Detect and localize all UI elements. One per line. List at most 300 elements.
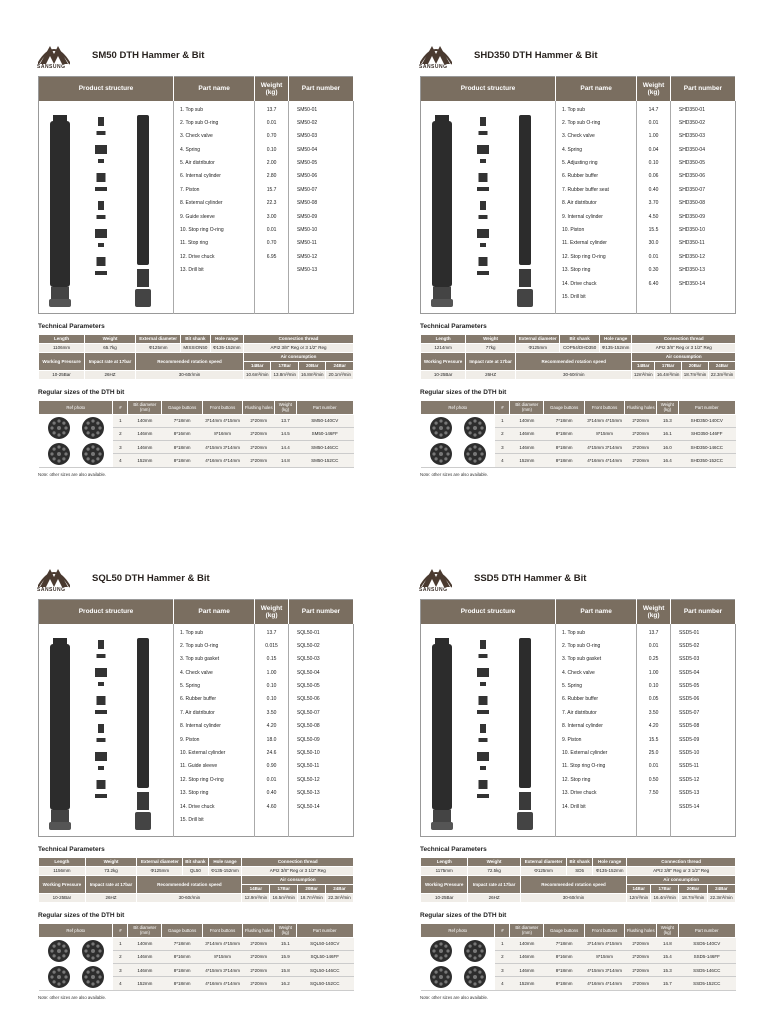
- bit-part-number: SQL50-146FF: [296, 950, 354, 963]
- col-product-structure: Product structure: [421, 600, 556, 624]
- part-name: 9. Internal cylinder: [562, 213, 603, 220]
- val-air: 16.8m³/min: [298, 370, 325, 379]
- part-name: 4. Spring: [562, 146, 583, 153]
- th-bit-shank: Bit shank: [560, 334, 599, 343]
- part-number: SM50-03: [296, 133, 318, 140]
- col-part-name: Part name: [174, 600, 255, 624]
- part-weight: 0.50: [648, 776, 659, 783]
- bit-sizes-table: [38, 400, 354, 468]
- th-bit-front: Front buttons: [584, 400, 624, 414]
- th-bit-shank: Bit shank: [567, 857, 593, 866]
- part-weight: 0.10: [266, 696, 277, 703]
- brand-logo-icon: [420, 42, 452, 66]
- bit-gauge: 8*18mm: [162, 441, 202, 454]
- part-number: SQL50-08: [296, 723, 320, 730]
- bit-gauge: 7*18mm: [544, 414, 584, 427]
- part-name: 3. Top sub gasket: [180, 656, 220, 663]
- part-weight: 0.01: [648, 253, 659, 260]
- part-weight: 0.25: [648, 656, 659, 663]
- th-bit-part-number: Part number: [296, 923, 354, 937]
- bit-sizes-table: [420, 923, 736, 991]
- part-weight: 15.7: [266, 186, 277, 193]
- part-weight: 13.7: [266, 629, 277, 636]
- bit-flush: 2*20mm: [625, 454, 657, 467]
- val-air: 12.9m³/min: [242, 893, 270, 902]
- bit-flush: 2*20mm: [243, 441, 275, 454]
- part-name: 2. Top sub O-ring: [562, 642, 601, 649]
- part-name: 6. Rubber buffer: [562, 696, 599, 703]
- th-bit-weight: Weight (kg): [275, 400, 296, 414]
- bit-front: 4*16mm 4*14mm: [202, 454, 242, 467]
- part-weight: 15.5: [648, 227, 659, 234]
- part-weight: [255, 264, 288, 277]
- part-number: SSD5-05: [678, 683, 700, 690]
- bit-gauge: 8*18mm: [162, 964, 202, 977]
- part-number: SSD5-11: [678, 763, 699, 770]
- part-number: SHD350-13: [678, 267, 705, 274]
- th-ext-dia: External diameter: [520, 857, 567, 866]
- val-air: 16.5m³/min: [270, 893, 298, 902]
- part-number: SHD350-06: [678, 173, 705, 180]
- part-number: SHD350-10: [678, 227, 705, 234]
- bit-dia: 140mm: [510, 414, 544, 427]
- th-rotation: Recommended rotation speed: [520, 875, 627, 893]
- th-rotation: Recommended rotation speed: [135, 352, 243, 370]
- bit-front: 3*14mm 4*15mm: [202, 414, 242, 427]
- val-length: 1106mm: [39, 343, 85, 352]
- part-weight: 0.01: [266, 227, 277, 234]
- val-air: 13.8m³/min: [271, 370, 298, 379]
- part-number: SM50-04: [296, 146, 318, 153]
- part-weight: 0.01: [648, 763, 659, 770]
- part-name: 11. External cylinder: [562, 240, 607, 247]
- val-air: 18.7m³/min: [679, 893, 707, 902]
- part-number: SSD5-09: [678, 736, 700, 743]
- part-weight: 4.20: [648, 723, 659, 730]
- part-number: SQL50-07: [296, 709, 320, 716]
- panel-title: SHD350 DTH Hammer & Bit: [474, 50, 598, 61]
- bit-flush: 2*20mm: [625, 441, 657, 454]
- th-impact: Impact rate at 17bar: [85, 875, 137, 893]
- part-weight: 22.3: [266, 200, 277, 207]
- bit-front: 8*15mm: [202, 950, 242, 963]
- col-product-structure: Product structure: [421, 77, 556, 101]
- th-p2: 17Bar: [270, 884, 298, 893]
- part-number: SM50-01: [296, 106, 318, 113]
- th-bit-ref-photo: Ref photo: [421, 923, 495, 937]
- th-bit-weight: Weight (kg): [657, 400, 678, 414]
- bit-no: 2: [113, 950, 128, 963]
- th-bit-ref-photo: Ref photo: [39, 400, 113, 414]
- tech-params-table: [38, 857, 354, 903]
- tech-params-table: [420, 334, 736, 380]
- val-hole-range: Φ135-152mm: [592, 866, 626, 875]
- bit-ref-photo: [425, 938, 491, 964]
- panel-header: [420, 561, 736, 599]
- bit-part-number: SM50-146CC: [296, 441, 354, 454]
- th-ext-dia: External diameter: [135, 334, 180, 343]
- part-name: 8. Air distributor: [562, 200, 597, 207]
- bit-front: 4*15mm 3*14mm: [202, 441, 242, 454]
- th-weight: Weight: [466, 334, 516, 343]
- bit-gauge: 8*16mm: [544, 950, 584, 963]
- part-weight: 3.50: [648, 709, 659, 716]
- part-name: 9. Piston: [562, 736, 582, 743]
- part-weight: 0.70: [266, 240, 277, 247]
- bit-no: 1: [495, 414, 510, 427]
- th-air: Air consumption: [632, 352, 736, 361]
- bit-dia: 146mm: [510, 964, 544, 977]
- val-length: 1175mm: [421, 866, 468, 875]
- bit-part-number: SM50-146FF: [296, 427, 354, 440]
- bit-flush: 2*20mm: [625, 977, 657, 990]
- val-hole-range: Φ135-152mm: [210, 343, 243, 352]
- part-name: 1. Top sub: [180, 106, 203, 113]
- th-bit-part-number: Part number: [296, 400, 354, 414]
- part-number: SHD350-07: [678, 186, 705, 193]
- val-air: 22.3m³/min: [326, 893, 354, 902]
- panel-header: [420, 38, 736, 76]
- part-name: 15. Drill bit: [562, 293, 586, 300]
- val-length: 1214mm: [421, 343, 466, 352]
- part-number: SSD5-03: [678, 656, 700, 663]
- brand-logo-icon: [38, 565, 70, 589]
- bit-part-number: SHD350-140CV: [678, 414, 736, 427]
- th-bit-shank: Bit shank: [183, 857, 208, 866]
- bit-no: 3: [113, 964, 128, 977]
- bit-weight: 14.8: [657, 937, 678, 950]
- th-bit-flushing: Flushing holes: [243, 400, 275, 414]
- part-number: SHD350-05: [678, 160, 705, 167]
- val-rotation: 30-60r/min: [520, 893, 627, 902]
- val-hole-range: Φ135-152mm: [599, 343, 632, 352]
- col-weight: Weight (kg): [637, 600, 671, 624]
- parts-table: [420, 599, 736, 837]
- th-pressure: Working Pressure: [39, 875, 86, 893]
- th-pressure: Working Pressure: [421, 875, 468, 893]
- part-name: 5. Spring: [562, 683, 583, 690]
- part-name: 6. Rubber buffer: [180, 696, 217, 703]
- bit-gauge: 8*18mm: [544, 441, 584, 454]
- col-part-name: Part name: [556, 77, 637, 101]
- col-part-number: Part number: [288, 600, 353, 624]
- th-p3: 20Bar: [298, 361, 325, 370]
- part-name: 2. Top sub O-ring: [180, 642, 219, 649]
- part-name: 10. Piston: [562, 227, 585, 234]
- th-length: Length: [421, 334, 466, 343]
- part-name: 5. Adjusting ring: [562, 160, 598, 167]
- th-rotation: Recommended rotation speed: [137, 875, 242, 893]
- part-name: 8. External cylinder: [180, 200, 223, 207]
- bit-dia: 146mm: [510, 950, 544, 963]
- part-number: SQL50-01: [296, 629, 320, 636]
- part-weight: 13.7: [648, 629, 659, 636]
- th-bit-front: Front buttons: [202, 923, 242, 937]
- part-name: 10. External cylinder: [180, 750, 226, 757]
- part-name: 3. Top sub gasket: [562, 656, 602, 663]
- part-weight: 0.01: [648, 119, 659, 126]
- part-number: SHD350-12: [678, 253, 705, 260]
- part-weight: 2.00: [266, 160, 277, 167]
- th-bit-front: Front buttons: [202, 400, 242, 414]
- bit-part-number: SSD5-140CV: [678, 937, 736, 950]
- bit-front: 8*16mm: [202, 427, 242, 440]
- bit-flush: 2*20mm: [243, 964, 275, 977]
- bit-flush: 2*20mm: [625, 937, 657, 950]
- th-ext-dia: External diameter: [137, 857, 183, 866]
- th-p1: 14Bar: [632, 361, 655, 370]
- bit-gauge: 7*18mm: [162, 937, 202, 950]
- bit-gauge: 8*18mm: [544, 454, 584, 467]
- val-rotation: 30-60r/min: [137, 893, 242, 902]
- th-weight: Weight: [85, 334, 136, 343]
- part-weight: 0.90: [266, 763, 277, 770]
- hammer-exploded-drawing: [421, 101, 555, 313]
- val-hole-range: Φ135-152mm: [208, 866, 242, 875]
- val-pressure: 10-25Bar: [421, 893, 468, 902]
- th-bit-no: #: [113, 923, 128, 937]
- col-weight: Weight (kg): [255, 600, 289, 624]
- bit-sizes-table: [420, 400, 736, 468]
- bit-sizes-table: [38, 923, 354, 991]
- part-weight: 3.70: [648, 200, 659, 207]
- brand-logo: [38, 565, 70, 595]
- bit-ref-photo: [425, 441, 491, 467]
- bit-no: 3: [495, 964, 510, 977]
- part-number: SM50-13: [296, 267, 318, 274]
- bit-flush: 2*20mm: [625, 414, 657, 427]
- part-number: SQL50-12: [296, 776, 320, 783]
- th-air: Air consumption: [242, 875, 354, 884]
- part-name: 12. Stop ring O-ring: [180, 776, 224, 783]
- bit-ref-photo: [425, 415, 491, 441]
- part-weight: [637, 291, 670, 304]
- bit-gauge: 8*16mm: [162, 427, 202, 440]
- part-number: SSD5-04: [678, 669, 700, 676]
- part-name: 11. Guide sleeve: [180, 763, 218, 770]
- bit-flush: 2*20mm: [243, 950, 275, 963]
- bit-weight: 16.1: [657, 427, 678, 440]
- brand-name: SANSUNG: [419, 64, 448, 70]
- part-number: SM50-12: [296, 253, 318, 260]
- bit-gauge: 8*18mm: [162, 977, 202, 990]
- part-number: SQL50-11: [296, 763, 320, 770]
- bit-front: 4*16mm 4*14mm: [584, 454, 624, 467]
- bit-flush: 2*20mm: [625, 964, 657, 977]
- bit-dia: 152mm: [128, 454, 162, 467]
- part-weight: 4.60: [266, 803, 277, 810]
- part-name: 3. Check valve: [562, 133, 595, 140]
- val-air: 12m³/min: [633, 372, 653, 377]
- th-weight: Weight: [468, 857, 520, 866]
- bit-gauge: 8*16mm: [162, 950, 202, 963]
- part-number: SM50-09: [296, 213, 318, 220]
- th-p3: 20Bar: [679, 884, 707, 893]
- part-name: 1. Top sub: [562, 629, 585, 636]
- bit-weight: 13.7: [275, 414, 296, 427]
- th-bit-front: Front buttons: [584, 923, 624, 937]
- val-ext-dia: Φ125mm: [520, 866, 567, 875]
- part-number: SSD5-01: [678, 629, 700, 636]
- th-bit-gauge: Gauge buttons: [544, 400, 584, 414]
- bit-weight: 15.9: [275, 950, 296, 963]
- th-p4: 24Bar: [326, 361, 354, 370]
- part-name: 9. Guide sleeve: [180, 213, 215, 220]
- part-weight: 2.80: [266, 173, 277, 180]
- val-air: 20.1m³/min: [326, 370, 354, 379]
- part-number: SHD350-11: [678, 240, 705, 247]
- bit-flush: 2*20mm: [625, 427, 657, 440]
- th-length: Length: [39, 334, 85, 343]
- part-name: 15. Drill bit: [180, 816, 204, 823]
- part-weight: 1.00: [648, 669, 659, 676]
- th-bit-ref-photo: Ref photo: [421, 400, 495, 414]
- val-thread: API2 3/8" Reg or 3 1/2" Reg: [243, 343, 353, 352]
- bit-flush: 2*20mm: [243, 454, 275, 467]
- part-name: 12. Stop ring O-ring: [562, 253, 606, 260]
- col-part-name: Part name: [556, 600, 637, 624]
- part-number: SQL50-06: [296, 696, 320, 703]
- part-weight: 0.15: [266, 656, 277, 663]
- part-weight: 0.30: [648, 267, 659, 274]
- part-name: 6. Rubber buffer: [562, 173, 599, 180]
- bit-ref-photo: [43, 938, 109, 964]
- part-number: SQL50-09: [296, 736, 320, 743]
- panel-title: SSD5 DTH Hammer & Bit: [474, 573, 587, 584]
- th-bit-bit-diameter: Bit diameter (mm): [128, 400, 162, 414]
- brand-logo-icon: [38, 42, 70, 66]
- bit-no: 4: [113, 977, 128, 990]
- bit-ref-photo: [425, 964, 491, 990]
- part-number: SHD350-04: [678, 146, 705, 153]
- part-number: SHD350-03: [678, 133, 705, 140]
- part-weight: 6.40: [648, 280, 659, 287]
- brand-logo-icon: [420, 565, 452, 589]
- part-name: 7. Air distributor: [180, 709, 215, 716]
- part-name: 8. Internal cylinder: [180, 723, 221, 730]
- part-number: SHD350-09: [678, 213, 705, 220]
- part-name: 13. Stop ring: [180, 790, 209, 797]
- bit-part-number: SSD5-146CC: [678, 964, 736, 977]
- part-number: SM50-08: [296, 200, 318, 207]
- bit-dia: 146mm: [510, 441, 544, 454]
- col-part-number: Part number: [670, 600, 735, 624]
- part-name: 5. Air distributor: [180, 160, 215, 167]
- bit-no: 2: [113, 427, 128, 440]
- bit-weight: 15.7: [657, 977, 678, 990]
- part-name: 4. Spring: [180, 146, 201, 153]
- part-weight: 0.10: [266, 146, 277, 153]
- part-number: SQL50-05: [296, 683, 320, 690]
- th-pressure: Working Pressure: [39, 352, 85, 370]
- th-weight: Weight: [85, 857, 137, 866]
- bit-part-number: SSD5-152CC: [678, 977, 736, 990]
- panel-title: SM50 DTH Hammer & Bit: [92, 50, 205, 61]
- th-bit-weight: Weight (kg): [275, 923, 296, 937]
- part-number: SM50-02: [296, 119, 318, 126]
- part-name: 5. Spring: [180, 683, 201, 690]
- bit-front: 4*15mm 3*14mm: [584, 964, 624, 977]
- col-product-structure: Product structure: [39, 77, 174, 101]
- th-bit-bit-diameter: Bit diameter (mm): [510, 400, 544, 414]
- bit-no: 4: [495, 977, 510, 990]
- th-p1: 14Bar: [243, 361, 270, 370]
- part-name: 13. Drive chuck: [562, 790, 597, 797]
- bit-dia: 152mm: [128, 977, 162, 990]
- val-air: 16.4m³/min: [651, 893, 679, 902]
- tech-params-table: [38, 334, 354, 380]
- val-rotation: 30-60r/min: [135, 370, 243, 379]
- part-name: 10. Stop ring O-ring: [180, 227, 224, 234]
- bit-row: [421, 937, 736, 950]
- bit-gauge: 7*18mm: [544, 937, 584, 950]
- th-bit-no: #: [113, 400, 128, 414]
- bit-part-number: SM50-140CV: [296, 414, 354, 427]
- part-name: 8. Internal cylinder: [562, 723, 603, 730]
- val-pressure: 10-25Bar: [39, 370, 85, 379]
- part-number: SSD5-08: [678, 723, 700, 730]
- part-weight: 0.40: [648, 186, 659, 193]
- part-name: 7. Piston: [180, 186, 200, 193]
- part-weight: 0.01: [266, 119, 277, 126]
- col-weight: Weight (kg): [637, 77, 671, 101]
- th-hole-range: Hole range: [208, 857, 242, 866]
- part-number: [289, 814, 353, 827]
- part-name: 11. Stop ring O-ring: [562, 763, 606, 770]
- hammer-exploded-drawing: [39, 624, 173, 836]
- bit-front: 4*16mm 4*14mm: [584, 977, 624, 990]
- bit-flush: 2*20mm: [243, 937, 275, 950]
- panel-header: [38, 38, 354, 76]
- brand-name: SANSUNG: [37, 587, 66, 593]
- val-impact: 26HZ: [468, 893, 520, 902]
- brand-name: SANSUNG: [37, 64, 66, 70]
- hammer-exploded-drawing: [421, 624, 555, 836]
- product-panel: [420, 561, 736, 1000]
- parts-table: [420, 76, 736, 314]
- part-number: SQL50-03: [296, 656, 320, 663]
- th-bit-weight: Weight (kg): [657, 923, 678, 937]
- bit-no: 2: [495, 427, 510, 440]
- bit-front: 3*14mm 4*15mm: [584, 937, 624, 950]
- bit-weight: 15.4: [657, 950, 678, 963]
- part-number: SHD350-08: [678, 200, 705, 207]
- bit-sizes-heading: Regular sizes of the DTH bit: [38, 911, 125, 919]
- part-weight: 0.015: [265, 642, 278, 649]
- part-number: SQL50-13: [296, 790, 320, 797]
- th-p4: 24Bar: [326, 884, 354, 893]
- bit-no: 3: [113, 441, 128, 454]
- part-weight: 25.0: [648, 750, 659, 757]
- part-name: 2. Top sub O-ring: [562, 119, 601, 126]
- part-name: 1. Top sub: [562, 106, 585, 113]
- th-bit-bit-diameter: Bit diameter (mm): [510, 923, 544, 937]
- part-name: 7. Rubber buffer seat: [562, 186, 609, 193]
- th-air: Air consumption: [243, 352, 353, 361]
- tech-params-heading: Technical Parameters: [38, 322, 105, 330]
- bit-dia: 146mm: [128, 964, 162, 977]
- part-weight: 24.6: [266, 750, 277, 757]
- val-impact: 26HZ: [466, 370, 516, 379]
- th-hole-range: Hole range: [592, 857, 626, 866]
- val-thread: API2 3/8" Reg or 3 1/2" Reg: [242, 866, 354, 875]
- col-part-name: Part name: [174, 77, 255, 101]
- part-name: 9. Piston: [180, 736, 200, 743]
- bit-weight: 16.4: [657, 454, 678, 467]
- part-number: SSD5-13: [678, 790, 700, 797]
- bit-part-number: SHD350-146CC: [678, 441, 736, 454]
- part-name: 12. Drive chuck: [180, 253, 215, 260]
